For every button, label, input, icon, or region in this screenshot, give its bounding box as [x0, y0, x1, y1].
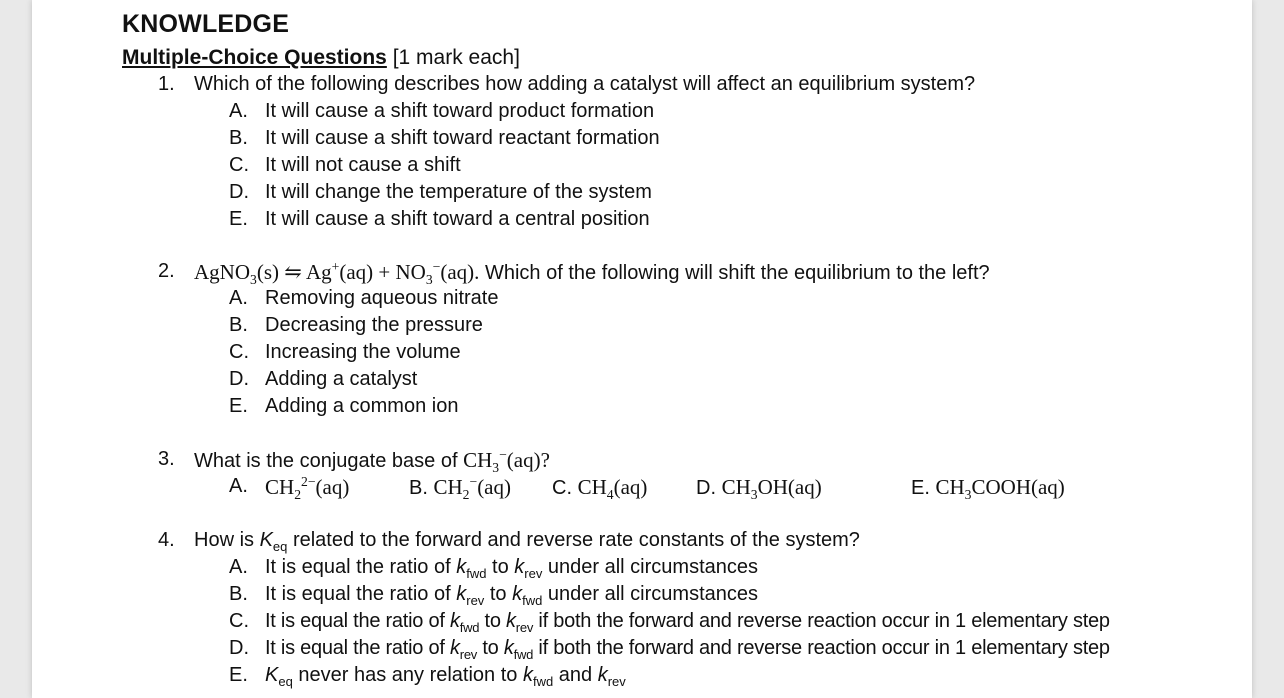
equation: AgNO$_3$(s) ⇋ $Ag^+(aq) + NO_3^-(aq)$. [194, 259, 480, 288]
option-text: It is equal the ratio of $k_{rev}$ to $k_{fwd}$ if both the forward and reverse reaction occur in 1 elementary step [265, 637, 1110, 662]
option-letter: D. [696, 477, 716, 499]
option-letter: C. [229, 154, 249, 176]
option-text: Removing aqueous nitrate [265, 287, 499, 309]
question-text: What is the conjugate base of [194, 450, 458, 472]
section-title: Multiple-Choice Questions [122, 46, 387, 69]
option-text: Decreasing the pressure [265, 314, 483, 336]
question-number: 1. [158, 73, 175, 95]
option-text: Increasing the volume [265, 341, 461, 363]
option-text: $K_{eq}$ never has any relation to $k_{fwd}$ and $k_{rev}$ [265, 664, 626, 689]
option-formula: $CH_3COOH(aq)$ [935, 475, 1065, 503]
question-text: How is $K_{eq}$ related to the forward and reverse rate constants of the system? [194, 529, 860, 554]
option-letter: A. [229, 475, 248, 497]
option-text: Adding a catalyst [265, 368, 418, 390]
option-text: It will cause a shift toward product formation [265, 100, 655, 122]
page-heading: KNOWLEDGE [122, 10, 290, 38]
option-letter: E. [229, 664, 248, 686]
question-number: 3. [158, 448, 175, 470]
q3-option-d [696, 475, 822, 503]
q3-option-b [409, 474, 511, 503]
option-letter: B. [409, 477, 428, 499]
option-letter: B. [229, 314, 248, 336]
option-formula: $CH_3OH(aq)$ [721, 475, 822, 503]
question-text: Which of the following will shift the equilibrium to the left? [484, 262, 990, 284]
option-letter: A. [229, 287, 248, 309]
question-text: Which of the following describes how adding a catalyst will affect an equilibrium system? [194, 73, 976, 95]
question-number: 2. [158, 260, 175, 282]
option-text: It is equal the ratio of $k_{fwd}$ to $k_{rev}$ if both the forward and reverse reaction occur in 1 elementary step [265, 610, 1110, 635]
q3-option-c [552, 475, 648, 503]
option-letter: A. [229, 556, 248, 578]
question-content [194, 447, 550, 476]
option-text: It will cause a shift toward reactant formation [265, 127, 660, 149]
equilibrium-arrow-icon: ⇋ [284, 260, 302, 284]
option-letter: E. [229, 208, 248, 230]
option-letter: C. [552, 477, 572, 499]
option-text: It will not cause a shift [265, 154, 461, 176]
option-formula: $CH_2^{2-}(aq)$ [265, 474, 350, 503]
option-formula: $CH_4(aq)$ [577, 475, 648, 503]
option-letter: D. [229, 181, 249, 203]
species-formula: $CH_3^-(aq)$? [463, 447, 550, 476]
section-heading [122, 46, 520, 70]
q3-option-e [911, 475, 1065, 503]
option-letter: B. [229, 583, 248, 605]
option-letter: C. [229, 341, 249, 363]
document-page [32, 0, 1252, 698]
question-number: 4. [158, 529, 175, 551]
question-content [194, 259, 990, 288]
option-letter: D. [229, 637, 249, 659]
option-text: It is equal the ratio of $k_{rev}$ to $k_{fwd}$ under all circumstances [265, 583, 758, 608]
option-text: It will cause a shift toward a central position [265, 208, 650, 230]
option-text: Adding a common ion [265, 395, 459, 417]
option-letter: E. [229, 395, 248, 417]
option-letter: E. [911, 477, 930, 499]
option-letter: D. [229, 368, 249, 390]
option-letter: B. [229, 127, 248, 149]
option-text: It is equal the ratio of $k_{fwd}$ to $k_{rev}$ under all circumstances [265, 556, 758, 581]
option-formula: $CH_2^-(aq)$ [433, 474, 511, 503]
option-text: It will change the temperature of the system [265, 181, 652, 203]
section-marks: [1 mark each] [392, 46, 520, 69]
option-letter: A. [229, 100, 248, 122]
option-letter: C. [229, 610, 249, 632]
